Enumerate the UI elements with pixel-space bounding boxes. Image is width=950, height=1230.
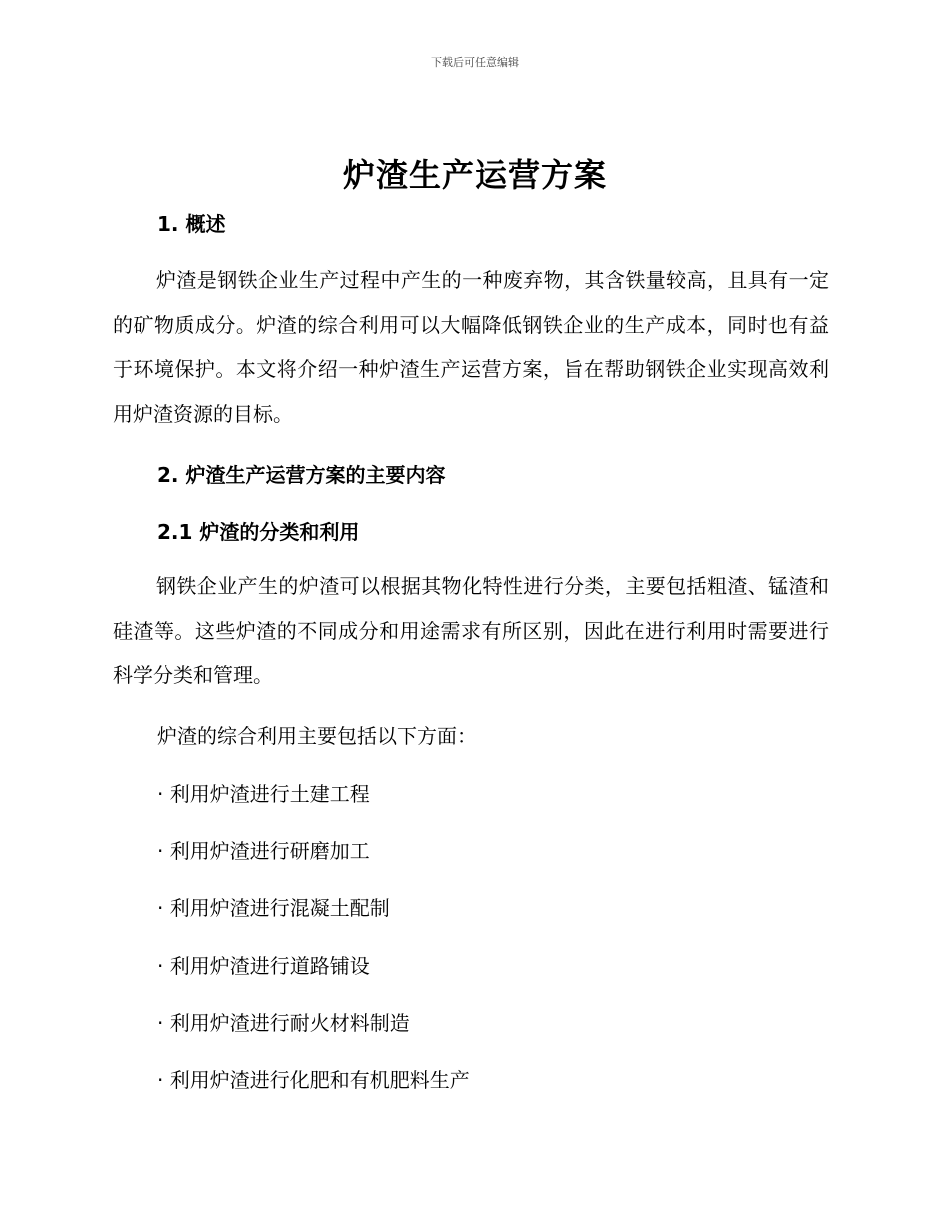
utilization-intro: 炉渣的综合利用主要包括以下方面： xyxy=(157,724,477,748)
document-title: 炉渣生产运营方案 xyxy=(342,156,607,194)
section-1-paragraph: 炉渣是钢铁企业生产过程中产生的一种废弃物，其含铁量较高，且具有一定的矿物质成分。炉渣的综合利用可以大幅降低钢铁企业的生产成本，同时也有益于环境保护。本文将介绍一种炉渣生产运营方案，旨在帮助钢铁企业实现高效利用炉渣资源的目标。 xyxy=(113,268,829,426)
section-2-1-paragraph: 钢铁企业产生的炉渣可以根据其物化特性进行分类，主要包括粗渣、锰渣和硅渣等。这些炉渣的不同成分和用途需求有所区别，因此在进行利用时需要进行科学分类和管理。 xyxy=(113,574,829,687)
section-1-heading: 1. 概述 xyxy=(157,212,226,236)
page-header-note: 下载后可任意编辑 xyxy=(431,56,519,69)
list-item: · 利用炉渣进行道路铺设 xyxy=(157,954,370,978)
list-item: · 利用炉渣进行化肥和有机肥料生产 xyxy=(157,1068,470,1092)
list-item: · 利用炉渣进行研磨加工 xyxy=(157,839,370,863)
section-2-1-heading: 2.1 炉渣的分类和利用 xyxy=(157,520,360,544)
list-item: · 利用炉渣进行耐火材料制造 xyxy=(157,1011,410,1035)
section-2-heading: 2. 炉渣生产运营方案的主要内容 xyxy=(157,463,446,487)
list-item: · 利用炉渣进行土建工程 xyxy=(157,782,370,806)
list-item: · 利用炉渣进行混凝土配制 xyxy=(157,896,390,920)
